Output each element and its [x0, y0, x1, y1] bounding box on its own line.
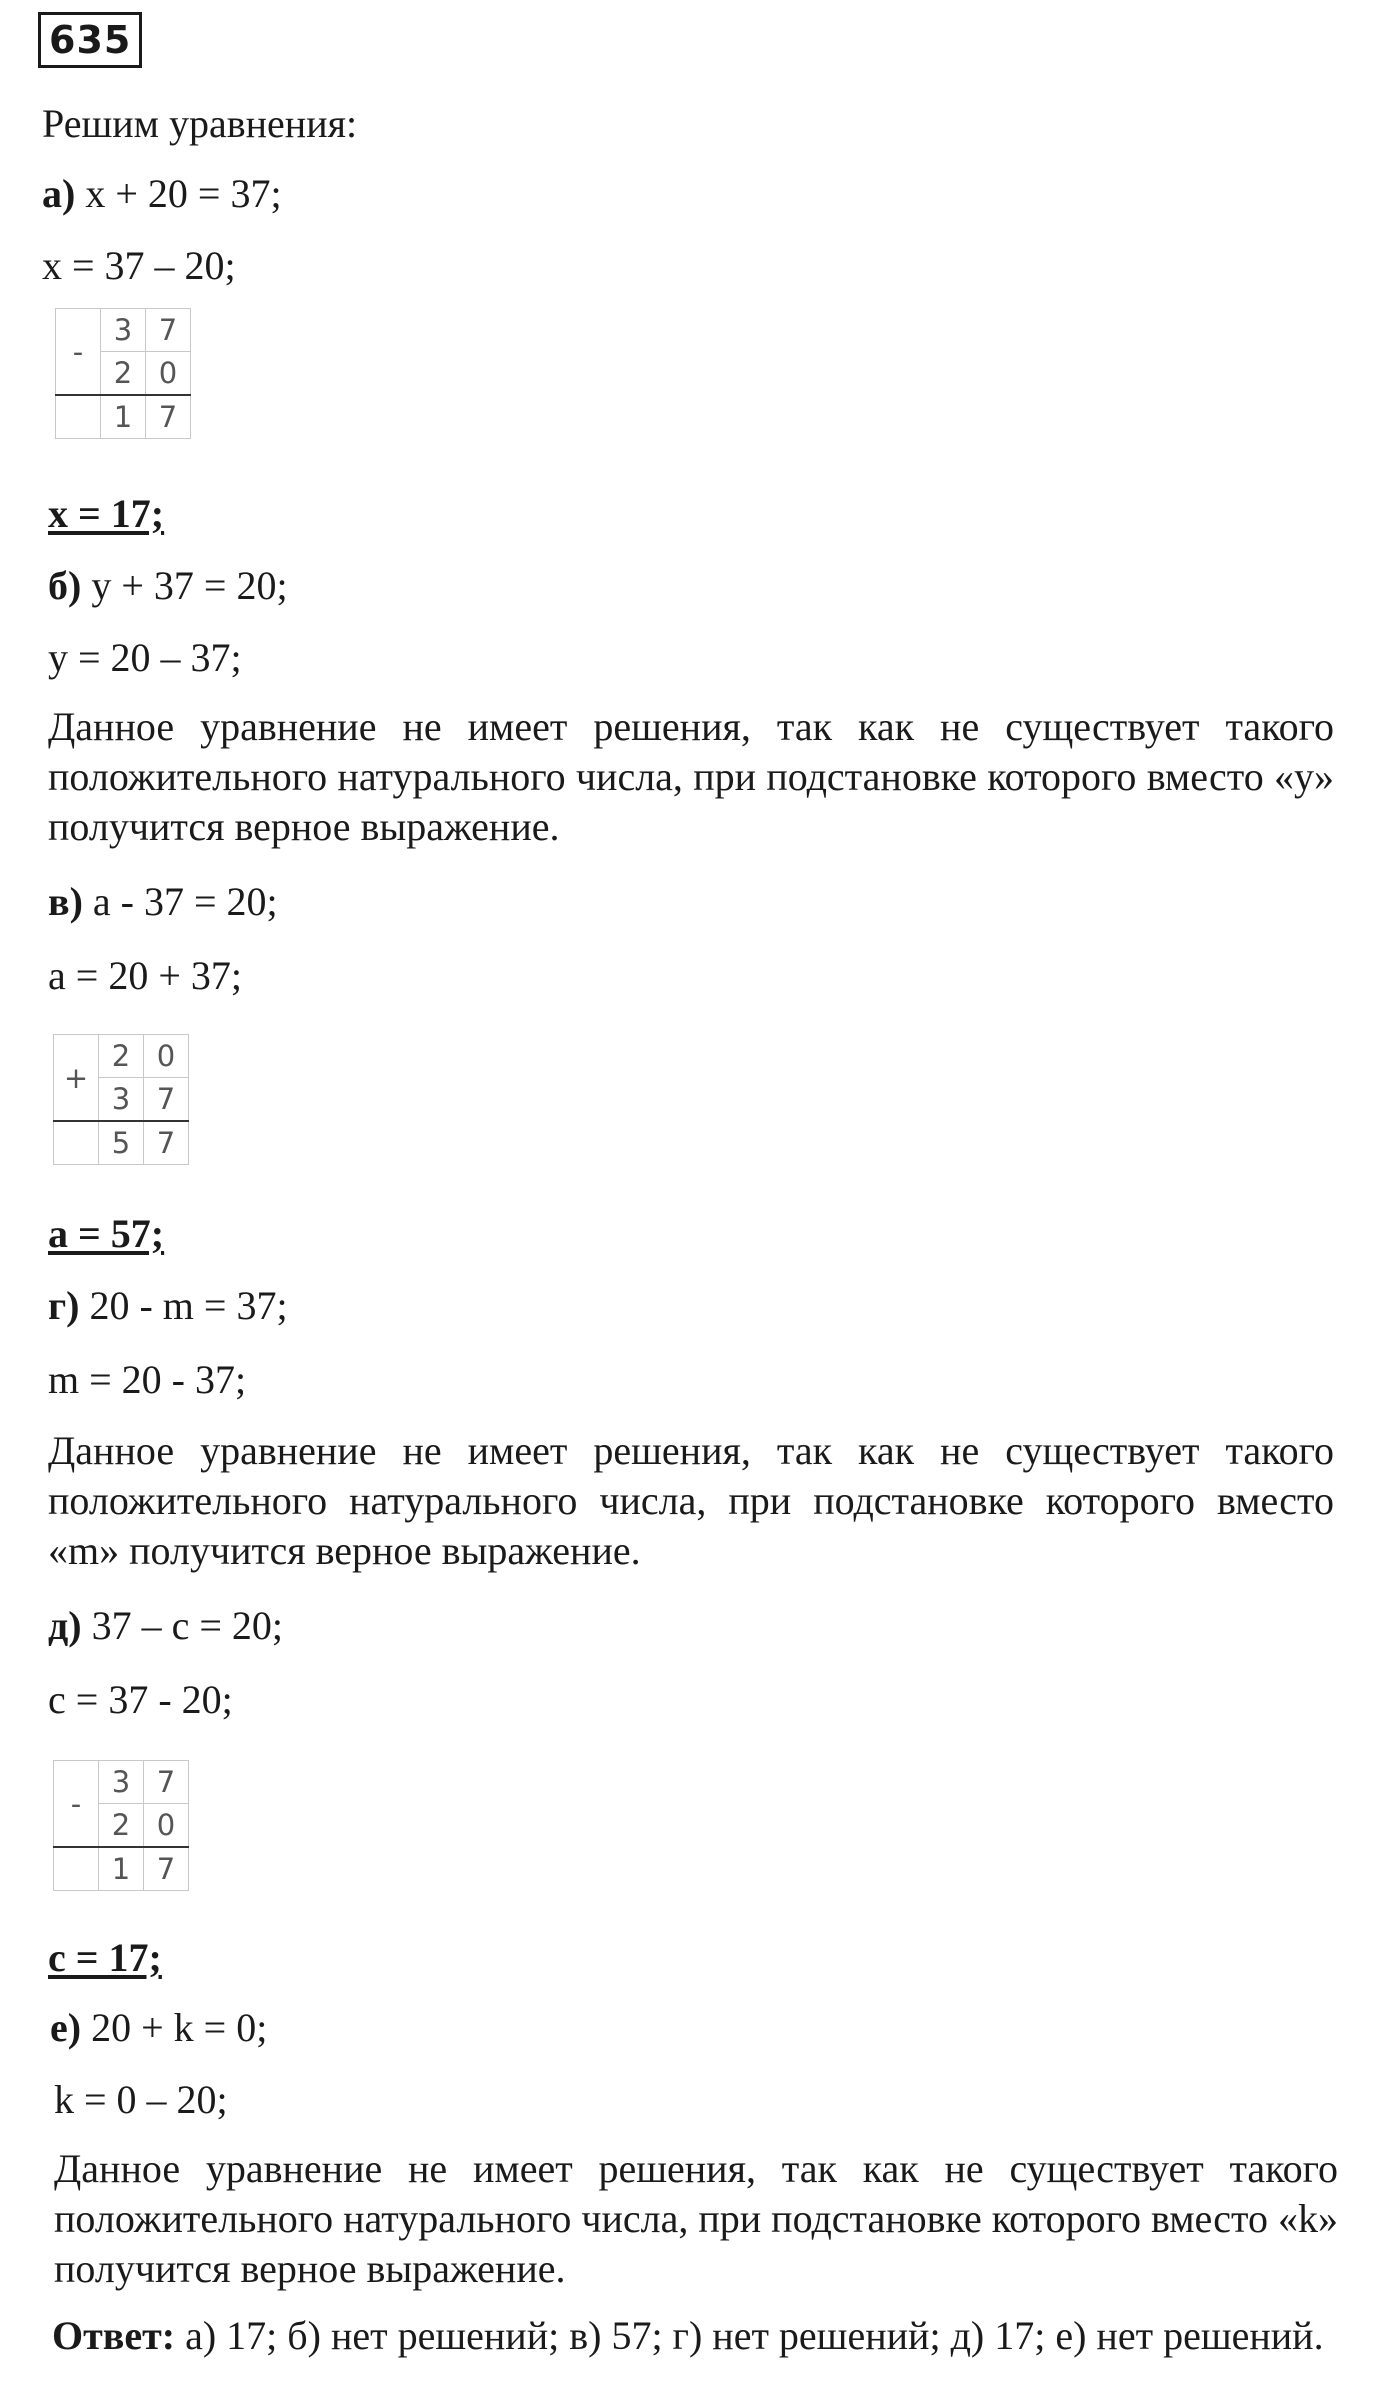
calc-a-r1-d2: 7 [146, 309, 191, 352]
label-g: г) [48, 1283, 80, 1328]
calc-d-res-d1: 1 [99, 1847, 144, 1891]
equation-d-text: 37 – c = 20; [91, 1603, 283, 1648]
label-b: б) [48, 563, 82, 608]
label-d: д) [48, 1603, 82, 1648]
equation-g-text: 20 - m = 37; [89, 1283, 288, 1328]
equation-g [48, 1282, 288, 1330]
calc-a-res-d2: 7 [146, 395, 191, 439]
intro-text: Решим уравнения: [42, 101, 358, 146]
note-g: Данное уравнение не имеет решения, так как не существует такого положительного натурального числа, при подстановке которого вместо «m» получится верное выражение. [48, 1428, 1334, 1573]
answer-a: x = 17; [48, 491, 165, 536]
equation-a [42, 170, 282, 218]
column-calc-d [53, 1760, 189, 1891]
equation-a-text: x + 20 = 37; [85, 171, 282, 216]
calc-v-r2-d1: 3 [99, 1078, 144, 1122]
calc-d-res-d2: 7 [144, 1847, 189, 1891]
calc-d-r1-d1: 3 [99, 1761, 144, 1804]
calc-v-r2-d2: 7 [144, 1078, 189, 1122]
calc-d-sign: - [54, 1761, 99, 1848]
final-answer-label: Ответ: [52, 2313, 176, 2358]
answer-d: c = 17; [48, 1935, 162, 1980]
equation-b-text: y + 37 = 20; [91, 563, 288, 608]
note-e: Данное уравнение не имеет решения, так как не существует такого положительного натурального числа, при подстановке которого вместо «k» получится верное выражение. [54, 2146, 1338, 2291]
equation-e [50, 2004, 267, 2052]
label-e: е) [50, 2005, 82, 2050]
calc-v-res-d1: 5 [99, 1121, 144, 1165]
column-calc-v [53, 1034, 189, 1165]
label-v: в) [48, 879, 83, 924]
calc-v-r1-d1: 2 [99, 1035, 144, 1078]
task-number: 635 [38, 12, 142, 68]
calc-a-res-d1: 1 [101, 395, 146, 439]
step-a: x = 37 – 20; [42, 243, 236, 288]
calc-d-r1-d2: 7 [144, 1761, 189, 1804]
step-g: m = 20 - 37; [48, 1357, 247, 1402]
answer-v: a = 57; [48, 1211, 165, 1256]
calc-a-r1-d1: 3 [101, 309, 146, 352]
step-b: y = 20 – 37; [48, 635, 242, 680]
calc-a-r2-d1: 2 [101, 352, 146, 396]
step-e: k = 0 – 20; [54, 2077, 228, 2122]
equation-v-text: a - 37 = 20; [92, 879, 278, 924]
label-a: а) [42, 171, 76, 216]
note-b: Данное уравнение не имеет решения, так как не существует такого положительного натурального числа, при подстановке которого вместо «y» получится верное выражение. [48, 704, 1334, 849]
calc-v-sign: + [54, 1035, 99, 1122]
calc-d-r2-d1: 2 [99, 1804, 144, 1848]
final-answer [52, 2310, 1342, 2362]
equation-b [48, 562, 288, 610]
final-answer-text: а) 17; б) нет решений; в) 57; г) нет решений; д) 17; е) нет решений. [185, 2313, 1324, 2358]
calc-v-res-d2: 7 [144, 1121, 189, 1165]
step-v: a = 20 + 37; [48, 953, 242, 998]
equation-v [48, 878, 278, 926]
calc-v-r1-d2: 0 [144, 1035, 189, 1078]
step-d: c = 37 - 20; [48, 1677, 233, 1722]
equation-d [48, 1602, 283, 1650]
calc-a-r2-d2: 0 [146, 352, 191, 396]
calc-a-sign: - [56, 309, 101, 396]
calc-d-r2-d2: 0 [144, 1804, 189, 1848]
column-calc-a [55, 308, 191, 439]
equation-e-text: 20 + k = 0; [91, 2005, 268, 2050]
